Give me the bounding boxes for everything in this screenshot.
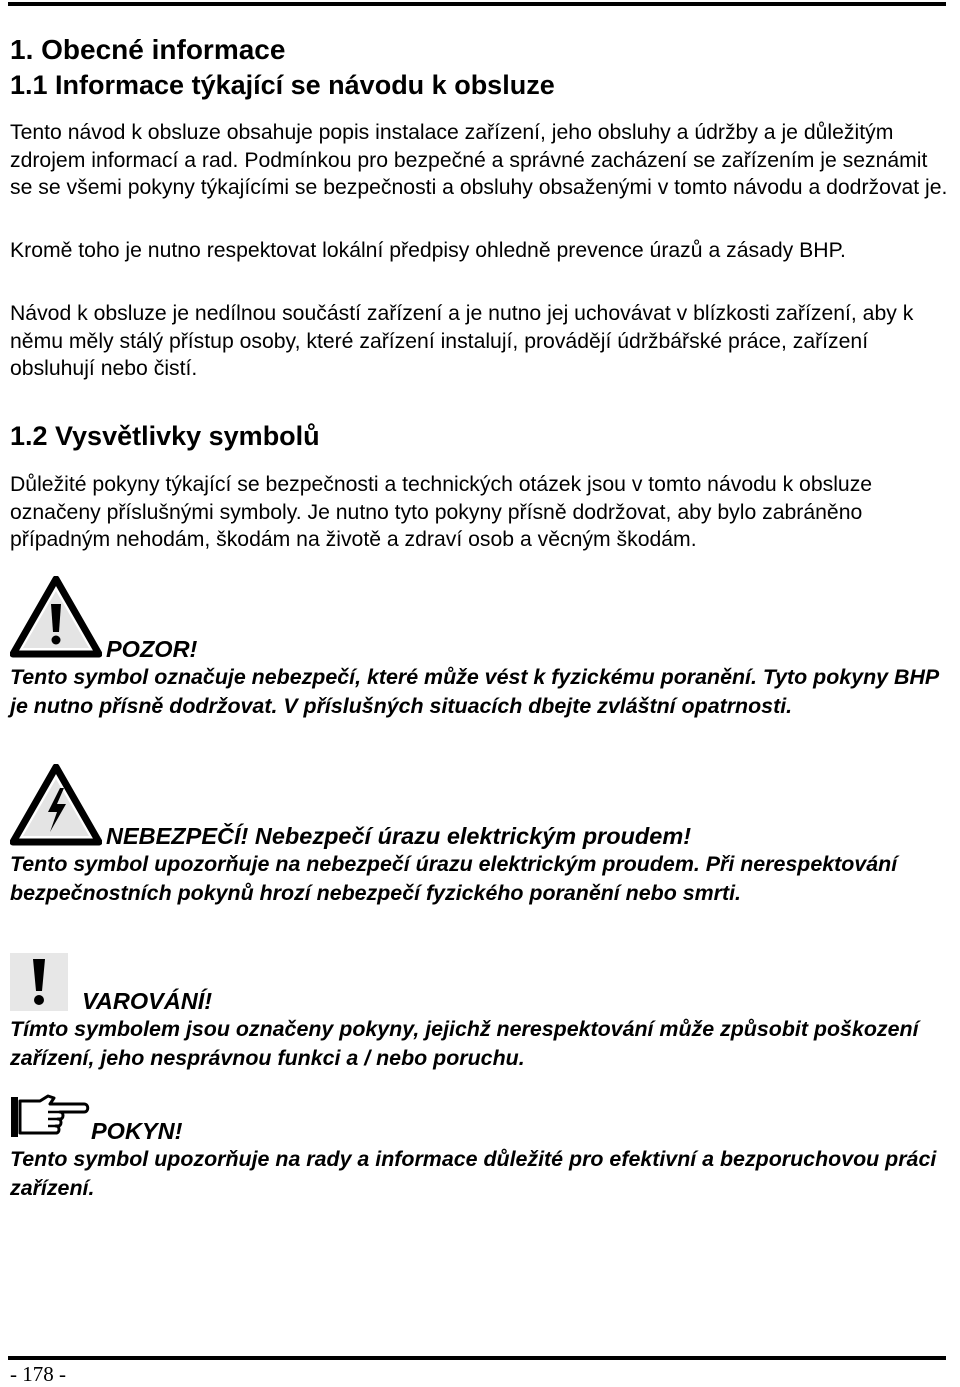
symbol-text-pokyn: Tento symbol upozorňuje na rady a informace důležité pro efektivní a bezporuchovou práci zařízení. xyxy=(10,1147,937,1200)
electric-hazard-icon xyxy=(10,764,102,846)
section-heading-1-2: 1.2 Vysvětlivky symbolů xyxy=(10,421,320,451)
header-rule xyxy=(8,2,946,6)
symbol-title-varovani: VAROVÁNÍ! xyxy=(82,988,213,1014)
page-number: - 178 - xyxy=(10,1362,66,1386)
symbol-title-pozor: POZOR! xyxy=(106,636,198,662)
symbol-title-pokyn: POKYN! xyxy=(91,1118,183,1144)
chapter-heading: 1. Obecné informace xyxy=(10,34,286,65)
symbol-text-pozor: Tento symbol označuje nebezpečí, které může vést k fyzickému poranění. Tyto pokyny BHP je nutno přísně dodržovat. V příslušných situacích dbejte zvláštní opatrnosti. xyxy=(10,665,939,718)
footer-rule xyxy=(8,1356,946,1360)
warning-triangle-icon xyxy=(10,576,102,658)
symbol-text-varovani: Tímto symbolem jsou označeny pokyny, jejichž nerespektování může způsobit poškození zařízení, jeho nesprávnou funkci a / nebo poruchu. xyxy=(10,1017,919,1070)
exclamation-icon xyxy=(10,953,68,1011)
symbol-title-nebezpeci: NEBEZPEČÍ! Nebezpečí úrazu elektrickým proudem! xyxy=(106,823,692,849)
pointing-hand-icon xyxy=(10,1093,90,1141)
paragraph-local-regulations: Kromě toho je nutno respektovat lokální předpisy ohledně prevence úrazů a zásady BHP. xyxy=(10,239,846,262)
paragraph-manual-storage: Návod k obsluze je nedílnou součástí zařízení a je nutno jej uchovávat v blízkosti zařízení, aby k němu měly stálý přístup osoby, které zařízení instalují, provádějí údržbářské práce, zařízení obsluhují nebo čistí. xyxy=(10,302,914,380)
section-heading-1-1: 1.1 Informace týkající se návodu k obsluze xyxy=(10,70,555,100)
symbol-text-nebezpeci: Tento symbol upozorňuje na nebezpečí úrazu elektrickým proudem. Při nerespektování bezpečnostních pokynů hrozí nebezpečí fyzického poranění nebo smrti. xyxy=(10,852,898,905)
paragraph-manual-content: Tento návod k obsluze obsahuje popis instalace zařízení, jeho obsluhy a údržby a je důležitým zdrojem informací a rad. Podmínkou pro bezpečné a správné zacházení se zařízením je seznámit se se všemi pokyny týkajícími se bezpečnosti a obsluhy obsaženými v tomto návodu a dodržovat je. xyxy=(10,121,948,199)
paragraph-symbols-intro: Důležité pokyny týkající se bezpečnosti a technických otázek jsou v tomto návodu k obsluze označeny příslušnými symboly. Je nutno tyto pokyny přísně dodržovat, aby bylo zabráněno případným nehodám, škodám na životě a zdraví osob a věcným škodám. xyxy=(10,473,873,551)
